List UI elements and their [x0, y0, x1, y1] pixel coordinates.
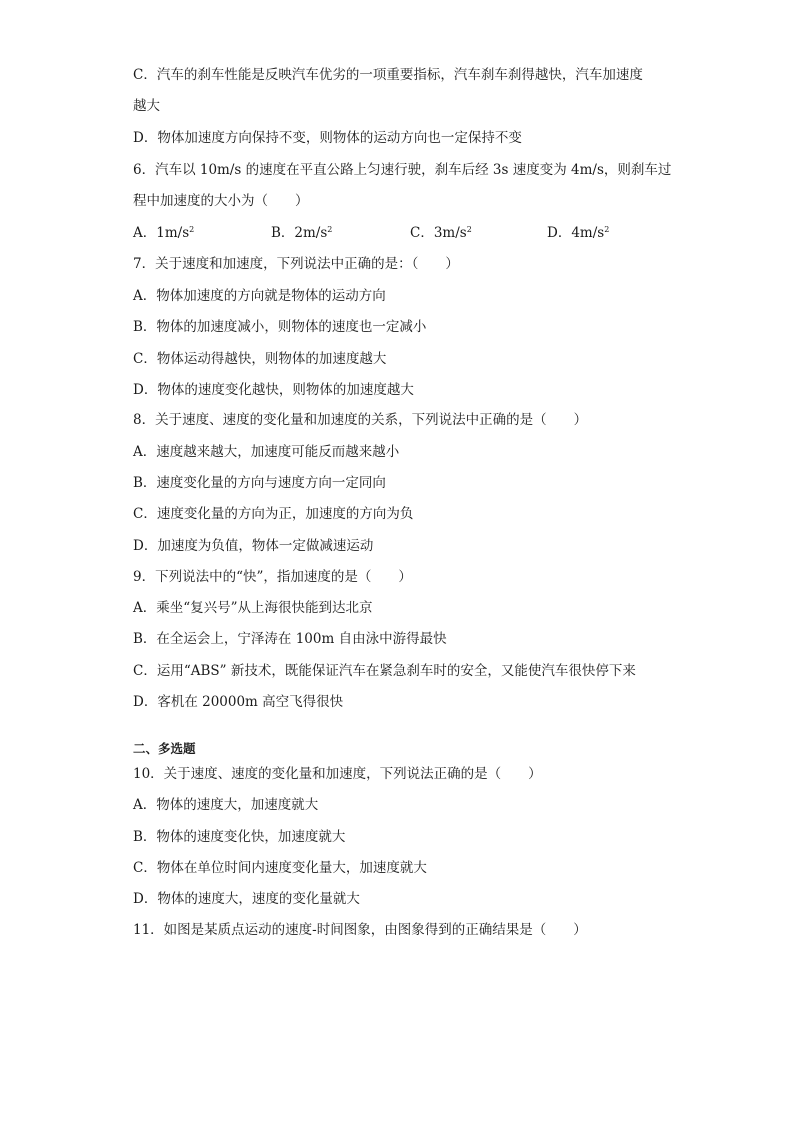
q7-option-d: D．物体的速度变化越快，则物体的加速度越大 [133, 382, 414, 398]
q6-option-d: D．$4m/s^2$ [547, 225, 610, 241]
q6-option-a: A．$1m/s^2$ [133, 225, 195, 241]
q9-option-b: B．在全运会上，宁泽涛在 100m 自由泳中游得最快 [133, 631, 447, 647]
q6-stem: 6．汽车以 10m/s 的速度在平直公路上匀速行驶，刹车后经 3s 速度变为 4m/s，则刹车过 [133, 162, 672, 178]
q6-stem-continued: 程中加速度的大小为（ ） [133, 193, 309, 209]
q7-option-a: A．物体加速度的方向就是物体的运动方向 [133, 288, 386, 304]
q8-option-c: C．速度变化量的方向为正，加速度的方向为负 [133, 506, 414, 522]
q6-option-b: B．$2m/s^2$ [271, 225, 333, 241]
q9-option-c: C．运用“ABS” 新技术，既能保证汽车在紧急刹车时的安全，又能使汽车很快停下来 [133, 663, 636, 679]
q5-option-c: C．汽车的刹车性能是反映汽车优劣的一项重要指标，汽车刹车刹得越快，汽车加速度 [133, 67, 643, 83]
q6-options-row [133, 224, 693, 242]
q10-stem: 10．关于速度、速度的变化量和加速度，下列说法正确的是（ ） [133, 766, 542, 782]
q8-option-a: A．速度越来越大，加速度可能反而越来越小 [133, 444, 400, 460]
q10-option-d: D．物体的速度大，速度的变化量就大 [133, 891, 360, 907]
q7-option-c: C．物体运动得越快，则物体的加速度越大 [133, 351, 387, 367]
q6-option-c: C．$3m/s^2$ [410, 225, 472, 241]
q10-option-b: B．物体的速度变化快，加速度就大 [133, 829, 346, 845]
q5-option-d: D．物体加速度方向保持不变，则物体的运动方向也一定保持不变 [133, 130, 522, 146]
q5-option-c-continued: 越大 [133, 98, 160, 114]
q10-option-a: A．物体的速度大，加速度就大 [133, 797, 319, 813]
q8-option-b: B．速度变化量的方向与速度方向一定同向 [133, 475, 386, 491]
q10-option-c: C．物体在单位时间内速度变化量大，加速度就大 [133, 860, 427, 876]
q7-stem: 7．关于速度和加速度，下列说法中正确的是：（ ） [133, 256, 459, 272]
q9-option-d: D．客机在 20000m 高空飞得很快 [133, 694, 344, 710]
q11-stem: 11．如图是某质点运动的速度-时间图象，由图象得到的正确结果是（ ） [133, 922, 587, 938]
section-title: 二、多选题 [133, 741, 196, 756]
q8-option-d: D．加速度为负值，物体一定做减速运动 [133, 538, 374, 554]
q9-stem: 9．下列说法中的“快”，指加速度的是（ ） [133, 569, 412, 585]
q8-stem: 8．关于速度、速度的变化量和加速度的关系，下列说法中正确的是（ ） [133, 412, 588, 428]
q9-option-a: A．乘坐“复兴号”从上海很快能到达北京 [133, 600, 373, 616]
q7-option-b: B．物体的加速度减小，则物体的速度也一定减小 [133, 319, 427, 335]
